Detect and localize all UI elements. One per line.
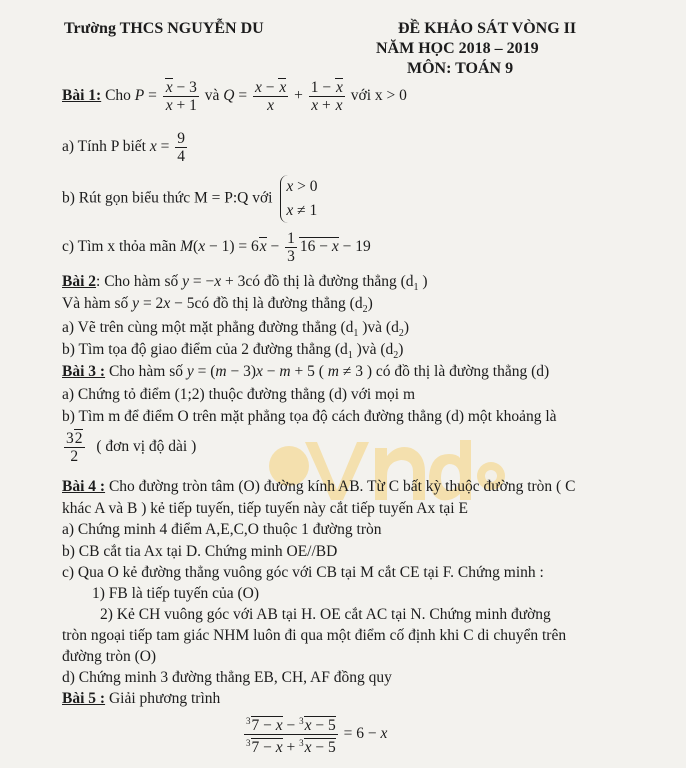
bai4-part-c2-line2: tròn ngoại tiếp tam giác NHM luôn đi qua một điểm cố định khi C di chuyển trên xyxy=(62,627,567,644)
fraction-Q2: $\frac{1 - x}{x + x}$ xyxy=(310,79,343,114)
condition-brace: x > 0 x ≠ 1 xyxy=(280,175,317,223)
bai1-statement: Bài 1: Cho P = $\frac{x - 3}{x + 1}$ và Q = $\frac{x - x}{x}$ + $\frac{1 - x}{x + x}$ với x > 0 xyxy=(62,79,407,114)
bai2-line2-start: Và hàm số xyxy=(62,295,129,312)
bai2-part-a: a) Vẽ trên cùng một mặt phẳng đường thẳng ($d_1$ )và $(d_2)$ xyxy=(62,319,409,340)
bai3-distance xyxy=(62,430,196,465)
school-year: NĂM HỌC 2018 – 2019 xyxy=(376,40,539,57)
bai3-unit: ( đơn vị độ dài ) xyxy=(96,438,197,456)
bai2-b-mid: )và (d xyxy=(356,341,394,358)
fraction-cuberoot: $\frac{^37 - x - ^3x - 5}{^37 - x + ^3x - 5}$ xyxy=(244,713,338,756)
bai4-line1 xyxy=(62,478,575,496)
bai4-part-c: c) Qua O kẻ đường thẳng vuông góc với CB tại M cắt CE tại F. Chứng minh : xyxy=(62,564,544,581)
fraction-3sqrt2-2: $\frac{32}{2}$ xyxy=(66,430,83,465)
bai1-part-b xyxy=(62,175,318,223)
bai5-equation: $\frac{^37 - x - ^3x - 5}{^37 - x + ^3x - 5}$ = 6 − x xyxy=(242,713,387,756)
bai2-intro: : Cho hàm số xyxy=(96,273,179,290)
bai3-line1: Bài 3 : Cho hàm số y = (m − 3)x − m + 5 ( m ≠ 3 ) có đồ thị là đường thẳng (d) xyxy=(62,363,550,380)
bai2-line2: Và hàm số y = 2x − 5có đồ thị là đường thẳng $(d_2)$ xyxy=(62,295,373,316)
exam-title: ĐỀ KHẢO SÁT VÒNG II xyxy=(398,20,577,37)
bai3-heading: Bài 3 : xyxy=(62,363,106,380)
bai1-heading: Bài 1: xyxy=(62,87,102,105)
bai4-part-c2-line3: đường tròn (O) xyxy=(62,648,157,665)
fraction-Q1: $\frac{x - x}{x}$ xyxy=(254,79,287,114)
bai1-and: và xyxy=(204,87,220,105)
bai2-line1: Bài 2: Cho hàm số y = −x + 3có đồ thị là đường thẳng ($d_1$ ) xyxy=(62,273,428,294)
bai1-condition: với x > 0 xyxy=(350,87,407,105)
bai4-heading: Bài 4 : xyxy=(62,478,106,495)
bai4-part-c2-line1: 2) Kẻ CH vuông góc với AB tại H. OE cắt AC tại N. Chứng minh đường xyxy=(100,606,551,623)
bai3-part-a: a) Chứng tỏ điểm (1;2) thuộc đường thẳng (d) với mọi m xyxy=(62,386,416,403)
bai5-line1 xyxy=(62,690,220,708)
bai1-a-text: a) Tính P biết xyxy=(62,138,146,156)
bai5-heading: Bài 5 : xyxy=(62,690,106,707)
bai3-part-b: b) Tìm m để điểm O trên mặt phẳng tọa độ cách đường thẳng (d) một khoảng là xyxy=(62,408,557,425)
fraction-9-4: $\frac{9}{4}$ xyxy=(177,130,185,165)
bai2-part-b: b) Tìm tọa độ giao điểm của 2 đường thẳng ($d_1$ )và $(d_2)$ xyxy=(62,341,404,362)
exam-subject: MÔN: TOÁN 9 xyxy=(407,60,514,77)
bai1-b-text: b) Rút gọn biểu thức M = P:Q với xyxy=(62,189,273,207)
bai4-part-b: b) CB cắt tia Ax tại D. Chứng minh OE//BD xyxy=(62,543,338,560)
bai2-graph1: có đồ thị là đường thẳng (d xyxy=(245,273,414,290)
school-name: Trường THCS NGUYỄN DU xyxy=(64,20,264,37)
bai1-part-c: c) Tìm x thỏa mãn M(x − 1) = 6x − $\frac{1}{3}$ 16 − x − 19 xyxy=(62,230,371,265)
bai2-heading: Bài 2 xyxy=(62,273,97,290)
bai5-intro: Giải phương trình xyxy=(108,690,221,707)
bai4-part-a: a) Chứng minh 4 điểm A,E,C,O thuộc 1 đường tròn xyxy=(62,521,382,538)
bai1-part-a: a) Tính P biết x = $\frac{9}{4}$ xyxy=(62,130,185,165)
bai2-b-text: b) Tìm tọa độ giao điểm của 2 đường thẳng (d xyxy=(62,341,348,358)
bai4-part-d: d) Chứng minh 3 đường thẳng EB, CH, AF đồng quy xyxy=(62,669,392,686)
bai1-c-text: c) Tìm x thỏa mãn xyxy=(62,238,177,256)
bai4-line2: khác A và B ) kẻ tiếp tuyến, tiếp tuyến này cắt tiếp tuyến Ax tại E xyxy=(62,500,468,517)
bai3-tail: có đồ thị là đường thẳng (d) xyxy=(375,363,550,380)
bai2-a-mid: )và (d xyxy=(362,319,399,336)
fraction-P: $\frac{x - 3}{x + 1}$ xyxy=(163,79,199,114)
bai2-graph2: có đồ thị là đường thẳng (d xyxy=(194,295,363,312)
bai3-intro: Cho hàm số xyxy=(108,363,183,380)
bai4-line1-text: Cho đường tròn tâm (O) đường kính AB. Từ C bất kỳ thuộc đường tròn ( C xyxy=(108,478,576,495)
bai4-part-c1: 1) FB là tiếp tuyến của (O) xyxy=(92,585,260,602)
bai1-intro: Cho xyxy=(105,87,131,105)
bai2-a-text: a) Vẽ trên cùng một mặt phẳng đường thẳng (d xyxy=(62,319,354,336)
fraction-1-3: $\frac{1}{3}$ xyxy=(287,230,295,265)
